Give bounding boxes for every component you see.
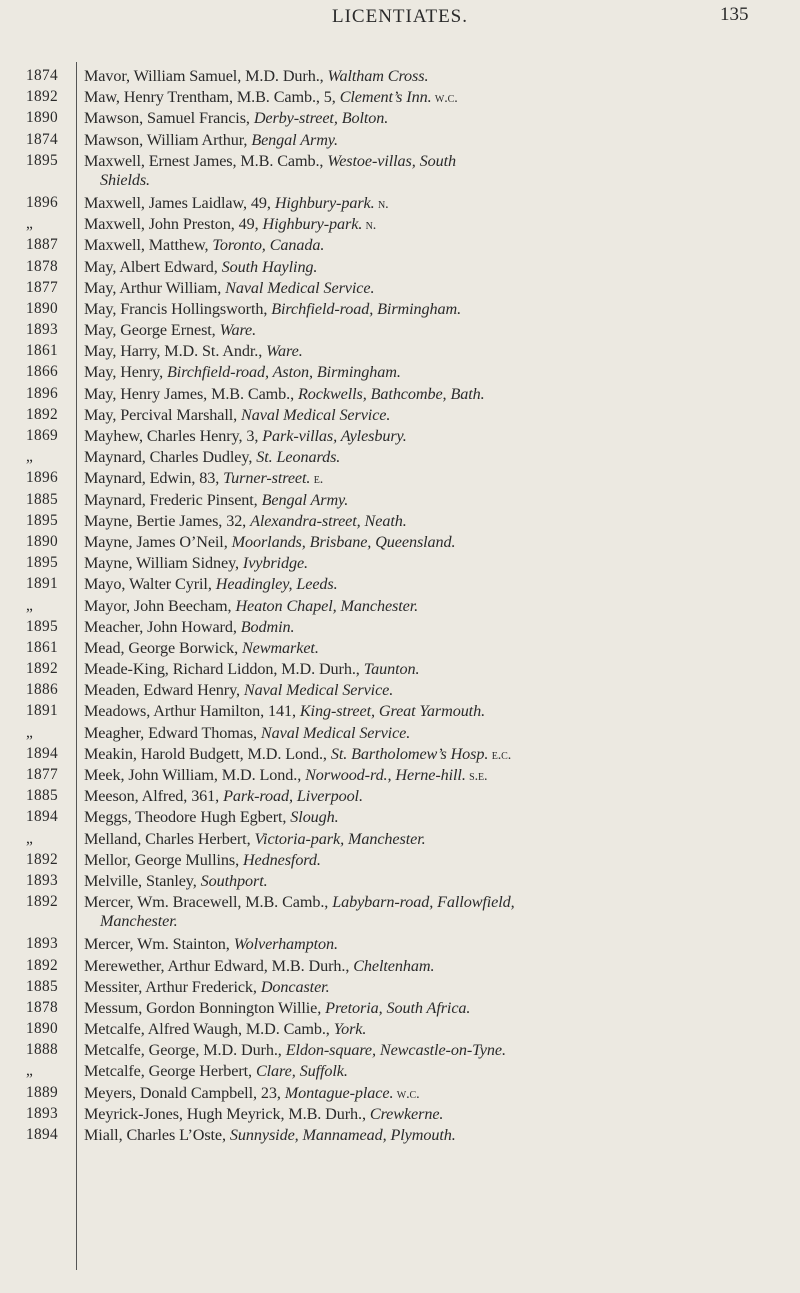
entry-text bbox=[84, 787, 363, 806]
entry-year: 1885 bbox=[26, 490, 58, 508]
entry-year: 1892 bbox=[26, 88, 58, 106]
list-item bbox=[0, 702, 800, 723]
entry-address: South Hayling. bbox=[221, 257, 318, 276]
list-item bbox=[0, 427, 800, 448]
entry-text bbox=[84, 385, 485, 404]
entry-text bbox=[84, 1105, 443, 1124]
page-number: 135 bbox=[720, 4, 749, 25]
entry-address: York. bbox=[333, 1020, 367, 1039]
list-item bbox=[0, 639, 800, 660]
list-item bbox=[0, 597, 800, 618]
entry-text bbox=[84, 152, 456, 190]
entry-year: 1895 bbox=[26, 554, 58, 572]
entry-text bbox=[84, 342, 303, 361]
entry-text bbox=[84, 88, 458, 107]
list-item bbox=[0, 88, 800, 109]
entry-name: Mayne, James O’Neil, bbox=[84, 532, 232, 551]
list-item bbox=[0, 385, 800, 406]
entry-address: Westoe-villas, South bbox=[327, 151, 457, 170]
entry-name: Melland, Charles Herbert, bbox=[84, 829, 255, 848]
entry-text bbox=[84, 639, 319, 658]
entry-district: n. bbox=[374, 196, 389, 212]
list-item bbox=[0, 893, 800, 935]
list-item bbox=[0, 554, 800, 575]
entry-address: Naval Medical Service. bbox=[243, 681, 394, 700]
entry-name: Mawson, Samuel Francis, bbox=[84, 109, 254, 128]
entry-text bbox=[84, 554, 308, 573]
entry-address: Heaton Chapel, Manchester. bbox=[235, 596, 419, 615]
list-item bbox=[0, 363, 800, 384]
list-item bbox=[0, 342, 800, 363]
entry-text bbox=[84, 724, 410, 743]
entry-name: Maynard, Edwin, 83, bbox=[84, 469, 224, 488]
entry-address: Toronto, Canada. bbox=[212, 236, 325, 255]
entry-name: Meek, John William, M.D. Lond., bbox=[84, 766, 306, 784]
entry-address: Hednesford. bbox=[242, 850, 321, 869]
entry-name: Meacher, John Howard, bbox=[84, 617, 241, 636]
list-item bbox=[0, 681, 800, 702]
entry-name: Miall, Charles L’Oste, bbox=[84, 1126, 230, 1144]
entry-address: Ware. bbox=[266, 342, 303, 361]
entry-text bbox=[84, 1020, 366, 1039]
entry-year: 1885 bbox=[26, 787, 58, 805]
entry-list bbox=[0, 67, 800, 1147]
entry-address: Birchfield-road, Aston, Birmingham. bbox=[167, 363, 401, 382]
list-item bbox=[0, 660, 800, 681]
list-item bbox=[0, 1105, 800, 1126]
entry-text bbox=[84, 469, 323, 488]
entry-year: 1895 bbox=[26, 511, 58, 529]
entry-name: May, Henry James, M.B. Camb., bbox=[84, 384, 299, 403]
entry-name: Messiter, Arthur Frederick, bbox=[84, 977, 261, 996]
entry-year: 1894 bbox=[26, 808, 58, 826]
entry-address: Rockwells, Bathcombe, Bath. bbox=[298, 384, 485, 403]
entry-year: 1891 bbox=[26, 702, 58, 720]
list-item bbox=[0, 575, 800, 596]
list-item bbox=[0, 978, 800, 999]
entry-year: 1895 bbox=[26, 151, 58, 169]
entry-address: Montague-place. bbox=[284, 1083, 394, 1102]
entry-district: w.c. bbox=[431, 91, 458, 107]
entry-address: Bengal Army. bbox=[261, 490, 349, 509]
entry-year: 1878 bbox=[26, 257, 58, 275]
list-item bbox=[0, 236, 800, 257]
entry-address-continued: Manchester. bbox=[100, 912, 178, 931]
entry-name: May, Francis Hollingsworth, bbox=[84, 299, 272, 318]
entry-text bbox=[84, 830, 426, 849]
entry-year: 1866 bbox=[26, 363, 58, 381]
entry-address: Birchfield-road, Birmingham. bbox=[271, 299, 462, 318]
entry-year: 1861 bbox=[26, 638, 58, 656]
entry-address: Park-villas, Aylesbury. bbox=[262, 427, 407, 445]
list-item bbox=[0, 808, 800, 829]
entry-year: 1889 bbox=[26, 1083, 58, 1101]
entry-text bbox=[84, 109, 388, 128]
entry-text bbox=[84, 575, 338, 594]
entry-name: Maxwell, James Laidlaw, 49, bbox=[84, 193, 275, 212]
list-item bbox=[0, 300, 800, 321]
entry-address: Waltham Cross. bbox=[327, 67, 429, 85]
entry-year: 1893 bbox=[26, 321, 58, 339]
entry-text bbox=[84, 893, 515, 931]
entry-address: Naval Medical Service. bbox=[241, 405, 391, 424]
entry-text bbox=[84, 1041, 506, 1060]
entry-address: Clement’s Inn. bbox=[339, 88, 432, 107]
entry-text bbox=[84, 702, 485, 721]
entry-address: Labybarn-road, Fallowfield, bbox=[332, 893, 515, 912]
entry-year: 1874 bbox=[26, 130, 58, 148]
entry-name: Meggs, Theodore Hugh Egbert, bbox=[84, 808, 291, 827]
entry-name: Merewether, Arthur Edward, M.B. Durh., bbox=[84, 956, 354, 975]
entry-name: Maynard, Charles Dudley, bbox=[84, 448, 257, 467]
entry-year: 1885 bbox=[26, 977, 58, 995]
entry-text bbox=[84, 1126, 456, 1145]
entry-year: 1869 bbox=[26, 427, 58, 444]
running-header: LICENTIATES. bbox=[331, 6, 468, 27]
entry-year: 1893 bbox=[26, 871, 58, 889]
entry-address: Victoria-park, Manchester. bbox=[254, 829, 426, 848]
list-item bbox=[0, 533, 800, 554]
entry-text bbox=[84, 1062, 348, 1081]
entry-year: „ bbox=[26, 1062, 34, 1080]
entry-address: Wolverhampton. bbox=[233, 935, 338, 954]
list-item bbox=[0, 872, 800, 893]
entry-address: St. Bartholomew’s Hosp. bbox=[330, 744, 489, 763]
entry-address: King-street, Great Yarmouth. bbox=[299, 702, 486, 721]
entry-name: Meakin, Harold Budgett, M.D. Lond., bbox=[84, 744, 331, 763]
entry-year: 1888 bbox=[26, 1041, 58, 1059]
entry-year: 1894 bbox=[26, 744, 58, 762]
entry-year: 1890 bbox=[26, 109, 58, 127]
entry-name: Melville, Stanley, bbox=[84, 871, 201, 890]
entry-text bbox=[84, 957, 434, 976]
entry-name: Mead, George Borwick, bbox=[84, 638, 242, 657]
entry-text bbox=[84, 745, 511, 764]
list-item bbox=[0, 215, 800, 236]
entry-district: e. bbox=[310, 472, 324, 488]
entry-name: Mellor, George Mullins, bbox=[84, 850, 243, 869]
entry-address: Park-road, Liverpool. bbox=[223, 787, 363, 806]
entry-year: 1891 bbox=[26, 575, 58, 593]
entry-address: Newmarket. bbox=[241, 638, 319, 657]
entry-text bbox=[84, 427, 407, 446]
entry-text bbox=[84, 363, 401, 382]
entry-year: „ bbox=[26, 215, 34, 233]
entry-text bbox=[84, 851, 321, 870]
entry-address: Eldon-square, Newcastle-on-Tyne. bbox=[285, 1041, 506, 1060]
entry-address: Alexandra-street, Neath. bbox=[250, 511, 407, 530]
entry-name: Metcalfe, Alfred Waugh, M.D. Camb., bbox=[84, 1020, 334, 1039]
entry-year: 1890 bbox=[26, 299, 58, 317]
list-item bbox=[0, 109, 800, 130]
entry-name: Meeson, Alfred, 361, bbox=[84, 787, 224, 806]
entry-text bbox=[84, 491, 348, 510]
list-item bbox=[0, 724, 800, 745]
entry-name: Meade-King, Richard Liddon, M.D. Durh., bbox=[84, 660, 364, 679]
entry-address: Headingley, Leeds. bbox=[215, 575, 338, 594]
list-item bbox=[0, 258, 800, 279]
entry-text bbox=[84, 258, 317, 277]
list-item bbox=[0, 1126, 800, 1147]
entry-name: Mawson, William Arthur, bbox=[84, 130, 252, 149]
entry-year: 1877 bbox=[26, 278, 58, 296]
entry-name: Maxwell, John Preston, 49, bbox=[84, 215, 263, 234]
entry-name: Mayne, Bertie James, 32, bbox=[84, 511, 251, 530]
list-item bbox=[0, 745, 800, 766]
entry-name: Meagher, Edward Thomas, bbox=[84, 723, 261, 742]
entry-text bbox=[84, 618, 294, 637]
list-item bbox=[0, 131, 800, 152]
list-item bbox=[0, 1041, 800, 1062]
entry-text bbox=[84, 194, 389, 213]
entry-name: May, Arthur William, bbox=[84, 278, 226, 297]
entry-text bbox=[84, 236, 324, 255]
list-item bbox=[0, 1020, 800, 1041]
entry-name: May, Harry, M.D. St. Andr., bbox=[84, 342, 267, 361]
entry-name: Mayor, John Beecham, bbox=[84, 596, 236, 615]
entry-text bbox=[84, 321, 256, 340]
entry-address: Naval Medical Service. bbox=[260, 723, 411, 742]
entry-address: Slough. bbox=[290, 808, 339, 827]
entry-address: Turner-street. bbox=[223, 469, 311, 488]
entry-text bbox=[84, 978, 330, 997]
entry-year: 1886 bbox=[26, 681, 58, 699]
entry-name: Mavor, William Samuel, M.D. Durh., bbox=[84, 67, 328, 85]
entry-address: Doncaster. bbox=[260, 977, 330, 996]
entry-name: May, Henry, bbox=[84, 363, 168, 382]
entry-address: Bodmin. bbox=[240, 617, 295, 636]
entry-year: 1892 bbox=[26, 850, 58, 868]
entry-text bbox=[84, 533, 455, 552]
entry-address: Bengal Army. bbox=[251, 130, 338, 149]
entry-address: Highbury-park. bbox=[262, 215, 363, 234]
entry-address: Moorlands, Brisbane, Queensland. bbox=[231, 532, 456, 551]
list-item bbox=[0, 491, 800, 512]
entry-year: „ bbox=[26, 596, 34, 614]
entry-text bbox=[84, 1084, 420, 1103]
entry-name: Mercer, Wm. Bracewell, M.B. Camb., bbox=[84, 893, 333, 912]
list-item bbox=[0, 448, 800, 469]
entry-address: Sunnyside, Mannamead, Plymouth. bbox=[229, 1126, 456, 1144]
list-item bbox=[0, 830, 800, 851]
entry-text bbox=[84, 808, 339, 827]
entry-name: Maxwell, Ernest James, M.B. Camb., bbox=[84, 151, 328, 170]
entry-address: Norwood-rd., Herne-hill. bbox=[305, 766, 466, 784]
entry-address: St. Leonards. bbox=[256, 448, 341, 467]
entry-year: 1874 bbox=[26, 67, 58, 84]
entry-text bbox=[84, 660, 419, 679]
entry-year: 1861 bbox=[26, 342, 58, 360]
entry-name: May, Albert Edward, bbox=[84, 257, 222, 276]
entry-year: 1892 bbox=[26, 956, 58, 974]
entry-name: Maynard, Frederic Pinsent, bbox=[84, 490, 262, 509]
entry-name: Mayo, Walter Cyril, bbox=[84, 575, 216, 594]
entry-name: Messum, Gordon Bonnington Willie, bbox=[84, 998, 326, 1017]
entry-text bbox=[84, 999, 470, 1018]
entry-year: 1894 bbox=[26, 1126, 58, 1143]
entry-name: May, Percival Marshall, bbox=[84, 405, 242, 424]
list-item bbox=[0, 618, 800, 639]
list-item bbox=[0, 999, 800, 1020]
entry-district: s.e. bbox=[465, 769, 488, 784]
entry-address-continued: Shields. bbox=[100, 170, 151, 189]
list-item bbox=[0, 512, 800, 533]
entry-address: Cheltenham. bbox=[353, 956, 435, 975]
entry-text bbox=[84, 681, 393, 700]
entry-name: Metcalfe, George, M.D. Durh., bbox=[84, 1041, 286, 1060]
list-item bbox=[0, 279, 800, 300]
list-item bbox=[0, 1084, 800, 1105]
entry-text bbox=[84, 406, 390, 425]
entry-district: e.c. bbox=[488, 747, 512, 763]
entry-district: w.c. bbox=[393, 1086, 420, 1102]
entry-district: n. bbox=[362, 218, 377, 234]
entry-address: Highbury-park. bbox=[274, 193, 375, 212]
list-item bbox=[0, 1062, 800, 1083]
entry-name: May, George Ernest, bbox=[84, 321, 220, 340]
list-item bbox=[0, 957, 800, 978]
list-item bbox=[0, 406, 800, 427]
list-item bbox=[0, 766, 800, 787]
entry-year: 1893 bbox=[26, 1104, 58, 1122]
entry-year: 1892 bbox=[26, 405, 58, 423]
list-item bbox=[0, 321, 800, 342]
entry-text bbox=[84, 872, 268, 891]
entry-name: Metcalfe, George Herbert, bbox=[84, 1062, 256, 1081]
entry-name: Maw, Henry Trentham, M.B. Camb., 5, bbox=[84, 88, 340, 107]
entry-name: Meyers, Donald Campbell, 23, bbox=[84, 1083, 285, 1102]
entry-text bbox=[84, 131, 338, 150]
entry-text bbox=[84, 766, 487, 785]
entry-year: 1896 bbox=[26, 469, 58, 487]
entry-address: Ware. bbox=[219, 321, 257, 340]
entry-year: 1893 bbox=[26, 935, 58, 953]
entry-address: Taunton. bbox=[363, 660, 420, 679]
entry-name: Meaden, Edward Henry, bbox=[84, 681, 244, 700]
entry-name: Mayne, William Sidney, bbox=[84, 554, 243, 573]
entry-text bbox=[84, 512, 407, 531]
entry-text bbox=[84, 215, 376, 234]
entry-text bbox=[84, 67, 428, 86]
entry-year: 1896 bbox=[26, 193, 58, 211]
list-item bbox=[0, 152, 800, 194]
entry-text bbox=[84, 279, 374, 298]
entry-text bbox=[84, 597, 418, 616]
list-item bbox=[0, 194, 800, 215]
list-item bbox=[0, 787, 800, 808]
entry-year: 1895 bbox=[26, 617, 58, 635]
entry-year: 1896 bbox=[26, 384, 58, 402]
entry-address: Clare, Suffolk. bbox=[255, 1062, 348, 1081]
entry-name: Mercer, Wm. Stainton, bbox=[84, 935, 234, 954]
entry-text bbox=[84, 935, 338, 954]
entry-year: 1887 bbox=[26, 236, 58, 254]
entry-year: 1890 bbox=[26, 532, 58, 550]
entry-name: Meadows, Arthur Hamilton, 141, bbox=[84, 702, 300, 721]
entry-year: „ bbox=[26, 448, 34, 466]
entry-address: Crewkerne. bbox=[369, 1104, 444, 1123]
entry-name: Meyrick-Jones, Hugh Meyrick, M.B. Durh., bbox=[84, 1104, 370, 1123]
list-item bbox=[0, 67, 800, 88]
entry-year: 1892 bbox=[26, 893, 58, 911]
entry-text bbox=[84, 448, 340, 467]
entry-address: Ivybridge. bbox=[242, 554, 308, 573]
entry-year: 1890 bbox=[26, 1020, 58, 1038]
entry-address: Southport. bbox=[200, 871, 268, 890]
entry-address: Naval Medical Service. bbox=[225, 278, 375, 297]
entry-address: Pretoria, South Africa. bbox=[325, 998, 471, 1017]
entry-address: Derby-street, Bolton. bbox=[253, 109, 389, 128]
entry-name: Maxwell, Matthew, bbox=[84, 236, 213, 255]
list-item bbox=[0, 851, 800, 872]
entry-year: „ bbox=[26, 723, 34, 741]
list-item bbox=[0, 469, 800, 490]
entry-year: 1877 bbox=[26, 766, 58, 783]
entry-year: 1878 bbox=[26, 998, 58, 1016]
list-item bbox=[0, 935, 800, 956]
entry-text bbox=[84, 300, 461, 319]
entry-year: „ bbox=[26, 829, 34, 847]
entry-year: 1892 bbox=[26, 660, 58, 678]
entry-name: Mayhew, Charles Henry, 3, bbox=[84, 427, 263, 445]
